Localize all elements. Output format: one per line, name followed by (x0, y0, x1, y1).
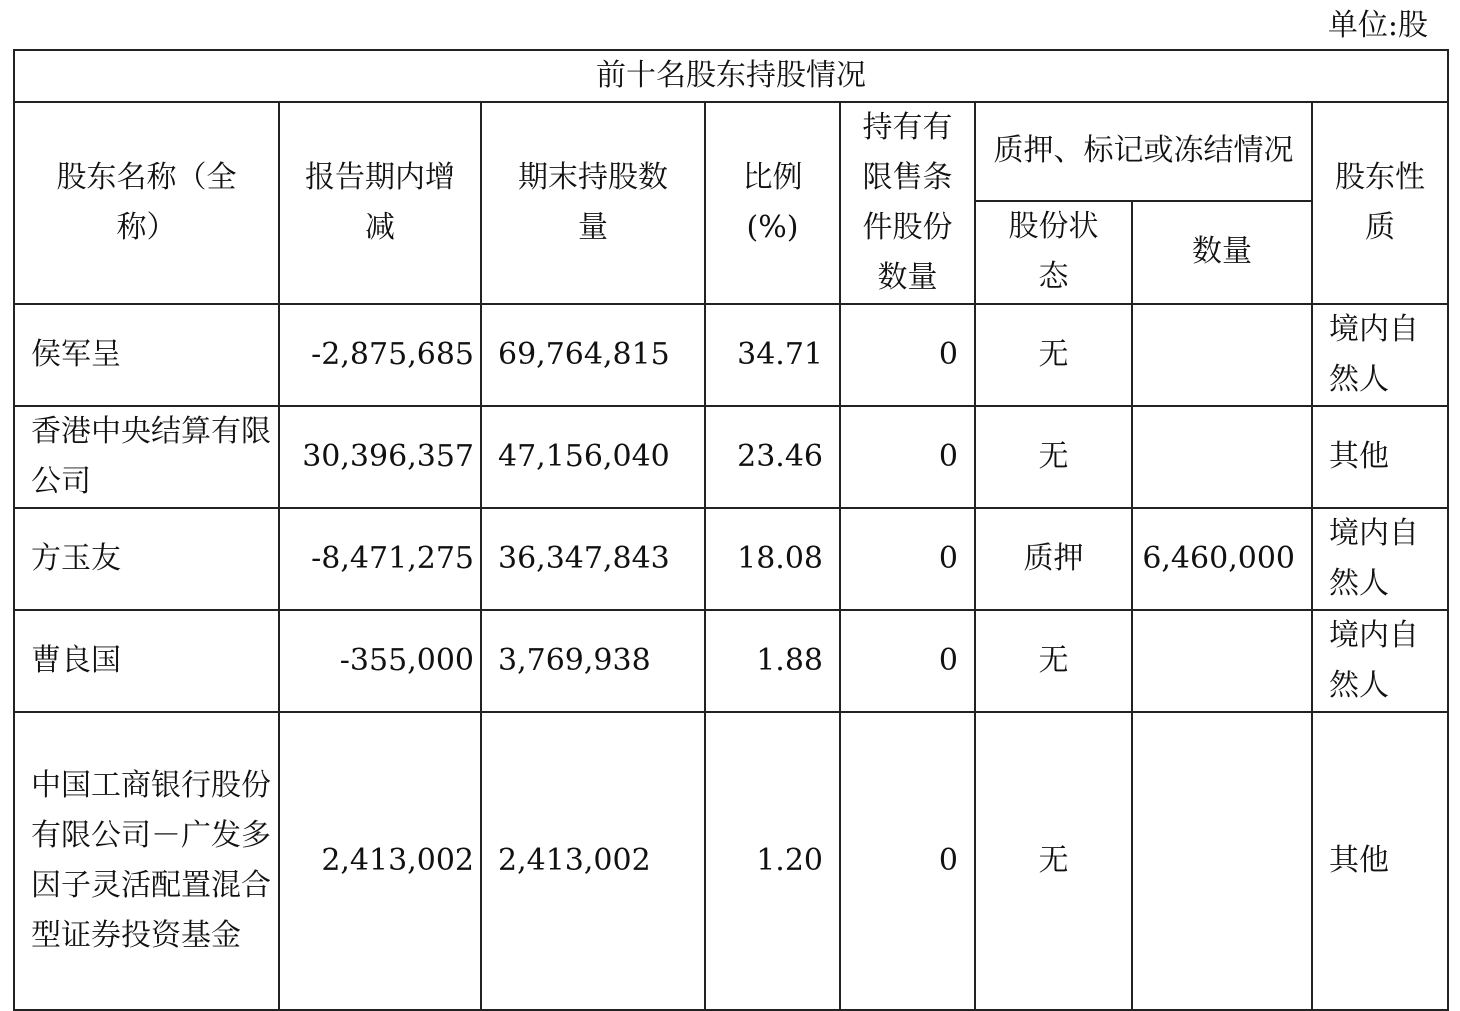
pledge-status-cell: 质押 (975, 508, 1132, 610)
change-cell: -8,471,275 (279, 508, 481, 610)
table-row (14, 304, 1448, 406)
nature-cell: 境内自然人 (1312, 304, 1448, 406)
ratio-cell: 1.20 (705, 712, 840, 1010)
pledge-status-cell: 无 (975, 406, 1132, 508)
header-restricted: 持有有限售条件股份数量 (840, 102, 975, 304)
unit-label: 单位:股 (1327, 8, 1428, 43)
shareholder-name: 方玉友 (14, 508, 279, 610)
top-ten-shareholders-table (13, 49, 1449, 1011)
change-cell: 30,396,357 (279, 406, 481, 508)
table-row (14, 610, 1448, 712)
shares-cell: 69,764,815 (481, 304, 705, 406)
nature-cell: 其他 (1312, 712, 1448, 1010)
restricted-cell: 0 (840, 610, 975, 712)
ratio-cell: 1.88 (705, 610, 840, 712)
header-nature: 股东性质 (1312, 102, 1448, 304)
ratio-cell: 34.71 (705, 304, 840, 406)
restricted-cell: 0 (840, 406, 975, 508)
nature-cell: 境内自然人 (1312, 508, 1448, 610)
shareholder-name: 香港中央结算有限公司 (14, 406, 279, 508)
restricted-cell: 0 (840, 508, 975, 610)
pledge-status-cell: 无 (975, 304, 1132, 406)
pledge-qty-cell (1132, 406, 1312, 508)
pledge-qty-cell (1132, 610, 1312, 712)
shares-cell: 2,413,002 (481, 712, 705, 1010)
ratio-cell: 18.08 (705, 508, 840, 610)
shares-cell: 36,347,843 (481, 508, 705, 610)
shares-cell: 47,156,040 (481, 406, 705, 508)
pledge-qty-cell (1132, 304, 1312, 406)
pledge-qty-cell: 6,460,000 (1132, 508, 1312, 610)
header-shares: 期末持股数量 (481, 102, 705, 304)
header-name: 股东名称（全称） (14, 102, 279, 304)
table-row (14, 508, 1448, 610)
shares-cell: 3,769,938 (481, 610, 705, 712)
pledge-qty-cell (1132, 712, 1312, 1010)
pledge-status-cell: 无 (975, 610, 1132, 712)
change-cell: -2,875,685 (279, 304, 481, 406)
header-ratio: 比例(%) (705, 102, 840, 304)
nature-cell: 境内自然人 (1312, 610, 1448, 712)
table-row (14, 406, 1448, 508)
restricted-cell: 0 (840, 304, 975, 406)
shareholder-name: 侯军呈 (14, 304, 279, 406)
table-row (14, 712, 1448, 1010)
header-pledge-group: 质押、标记或冻结情况 (975, 102, 1312, 201)
change-cell: 2,413,002 (279, 712, 481, 1010)
nature-cell: 其他 (1312, 406, 1448, 508)
change-cell: -355,000 (279, 610, 481, 712)
shareholder-name: 中国工商银行股份有限公司－广发多因子灵活配置混合型证券投资基金 (14, 712, 279, 1010)
table-title: 前十名股东持股情况 (14, 50, 1448, 102)
header-pledge-qty: 数量 (1132, 201, 1312, 304)
ratio-cell: 23.46 (705, 406, 840, 508)
header-change: 报告期内增减 (279, 102, 481, 304)
header-pledge-status: 股份状态 (975, 201, 1132, 304)
shareholder-name: 曹良国 (14, 610, 279, 712)
restricted-cell: 0 (840, 712, 975, 1010)
pledge-status-cell: 无 (975, 712, 1132, 1010)
